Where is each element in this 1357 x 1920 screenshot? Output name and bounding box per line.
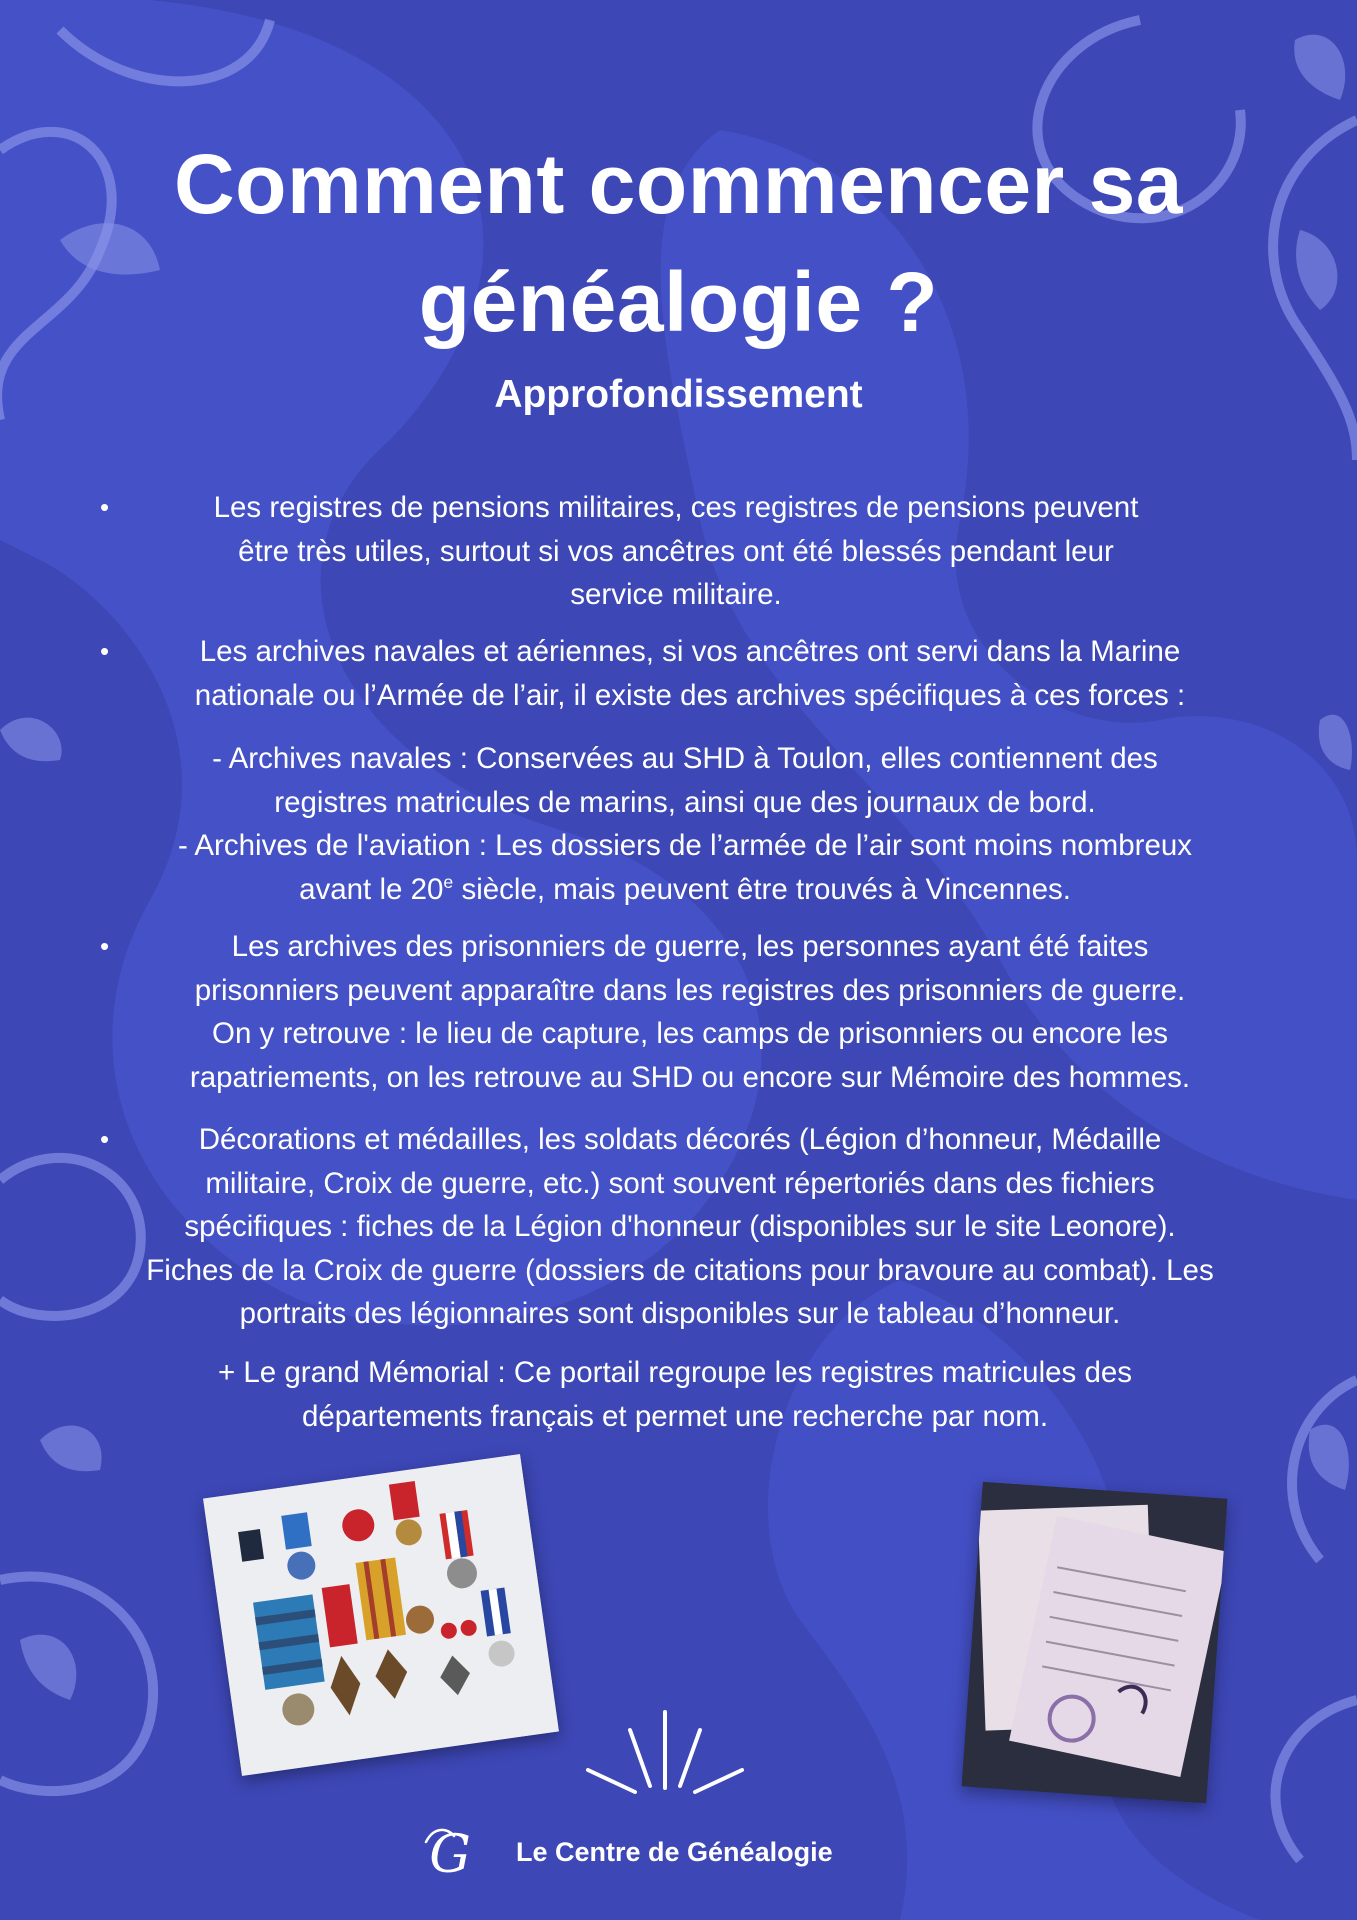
text-line: Les registres de pensions militaires, ces registres de pensions peuvent bbox=[213, 491, 1139, 524]
superscript: e bbox=[443, 871, 454, 892]
section-prisoners bbox=[120, 925, 1260, 1099]
text-fragment: siècle, mais peuvent être trouvés à Vincennes. bbox=[453, 872, 1071, 906]
section-naval bbox=[120, 630, 1260, 717]
text-line: portraits des légionnaires sont disponibles sur le tableau d’honneur. bbox=[239, 1297, 1121, 1330]
text-line: Les archives des prisonniers de guerre, les personnes ayant été faites bbox=[231, 930, 1149, 963]
section-pensions bbox=[150, 486, 1202, 617]
section-naval-details bbox=[110, 737, 1260, 911]
text-line: prisonniers peuvent apparaître dans les registres des prisonniers de guerre. bbox=[194, 973, 1186, 1007]
documents-photo bbox=[962, 1482, 1228, 1803]
text-line: On y retrouve : le lieu de capture, les camps de prisonniers ou encore les bbox=[212, 1017, 1168, 1050]
text-line: être très utiles, surtout si vos ancêtres ont été blessés pendant leur bbox=[238, 534, 1114, 568]
text-line: Les archives navales et aériennes, si vos ancêtres ont servi dans la Marine bbox=[199, 635, 1181, 668]
title-line-2: généalogie ? bbox=[418, 255, 939, 349]
page-subtitle: Approfondissement bbox=[494, 373, 863, 416]
text-line: nationale ou l’Armée de l’air, il existe des archives spécifiques à ces forces : bbox=[194, 678, 1186, 712]
bullet-pensions: • bbox=[100, 492, 110, 522]
text-line bbox=[110, 868, 1260, 912]
bullet-naval: • bbox=[100, 636, 110, 666]
text-line: service militaire. bbox=[570, 578, 782, 611]
text-line: rapatriements, on les retrouve au SHD ou encore sur Mémoire des hommes. bbox=[189, 1060, 1191, 1094]
text-line: Décorations et médailles, les soldats décorés (Légion d’honneur, Médaille bbox=[198, 1123, 1162, 1156]
text-line: - Archives de l'aviation : Les dossiers de l’armée de l’air sont moins nombreux bbox=[177, 829, 1193, 862]
text-line: Fiches de la Croix de guerre (dossiers de citations pour bravoure au combat). Les bbox=[146, 1253, 1214, 1287]
text-line: spécifiques : fiches de la Légion d'honneur (disponibles sur le site Leonore). bbox=[184, 1210, 1176, 1243]
section-memorial bbox=[120, 1351, 1230, 1438]
title-line-1: Comment commencer sa bbox=[173, 137, 1184, 231]
page-title bbox=[90, 125, 1267, 361]
bullet-decorations: • bbox=[100, 1124, 110, 1154]
text-line: militaire, Croix de guerre, etc.) sont souvent répertoriés dans des fichiers bbox=[205, 1166, 1155, 1200]
medals-photo bbox=[203, 1454, 559, 1776]
section-decorations bbox=[50, 1118, 1310, 1336]
brand-name: Le Centre de Généalogie bbox=[516, 1837, 833, 1867]
bullet-prisoners: • bbox=[100, 931, 110, 961]
logo-letter: G bbox=[429, 1825, 471, 1885]
text-fragment: avant le 20 bbox=[299, 872, 444, 906]
text-line: départements français et permet une recherche par nom. bbox=[301, 1399, 1049, 1433]
medals-illustration bbox=[203, 1454, 559, 1776]
genealogy-logo-icon bbox=[420, 1820, 480, 1890]
text-line: registres matricules de marins, ainsi que des journaux de bord. bbox=[274, 785, 1096, 819]
text-line: - Archives navales : Conservées au SHD à Toulon, elles contiennent des bbox=[212, 742, 1158, 775]
text-line: + Le grand Mémorial : Ce portail regroupe les registres matricules des bbox=[217, 1356, 1133, 1389]
sunburst-decoration bbox=[570, 1700, 760, 1800]
documents-illustration bbox=[962, 1482, 1228, 1803]
